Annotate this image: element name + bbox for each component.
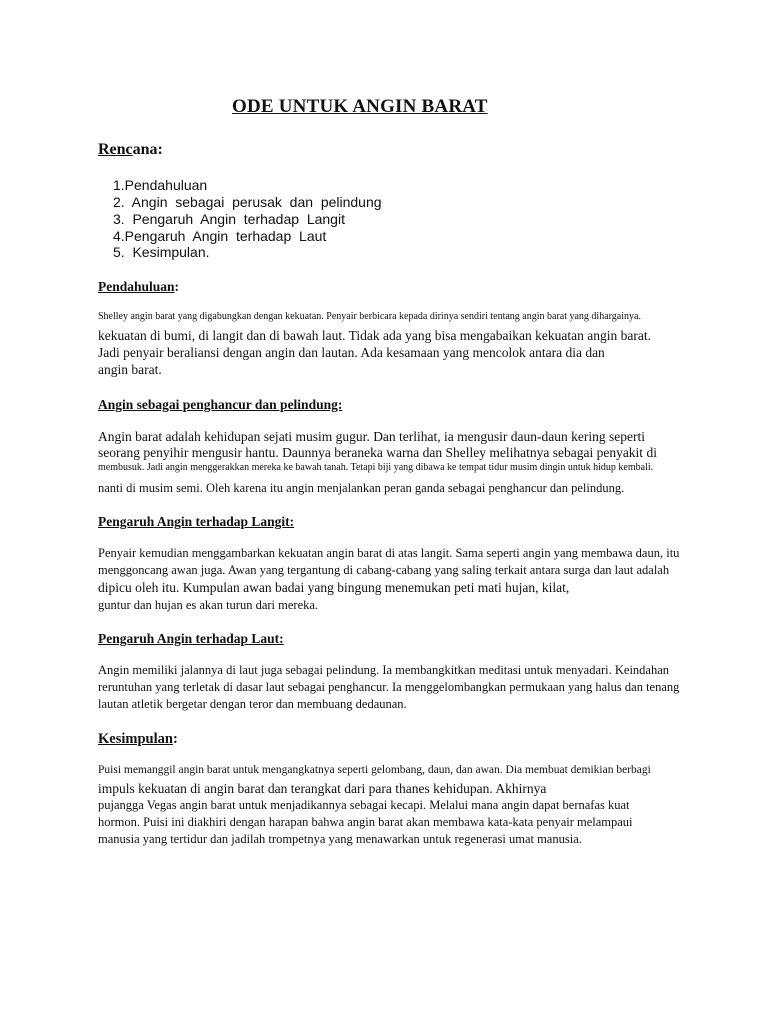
pendahuluan-heading	[98, 279, 179, 295]
penghancur-line: Angin barat adalah kehidupan sejati musim gugur. Dan terlihat, ia mengusir daun-daun kering seperti	[98, 429, 645, 444]
plan-item: 3. Pengaruh Angin terhadap Langit	[113, 211, 345, 227]
plan-item: 2. Angin sebagai perusak dan pelindung	[113, 194, 382, 210]
pendahuluan-line: Jadi penyair beraliansi dengan angin dan lautan. Ada kesamaan yang mencolok antara dia dan	[98, 345, 605, 360]
pendahuluan-line: kekuatan di bumi, di langit dan di bawah laut. Tidak ada yang bisa mengabaikan kekuatan angin barat.	[98, 328, 651, 343]
plan-item: 1.Pendahuluan	[113, 177, 208, 193]
laut-heading: Pengaruh Angin terhadap Laut:	[98, 631, 284, 646]
rencana-heading-rest: ana:	[132, 141, 163, 158]
kesimpulan-heading	[98, 731, 178, 748]
pendahuluan-heading-colon: :	[174, 279, 180, 294]
penghancur-line: nanti di musim semi. Oleh karena itu angin menjalankan peran ganda sebagai penghancur dan pelindung.	[98, 481, 625, 495]
kesimpulan-heading-colon: :	[172, 731, 178, 747]
laut-line: reruntuhan yang terletak di dasar laut sebagai penghancur. Ia menggelombangkan permukaan yang halus dan tenang	[98, 680, 680, 694]
kesimpulan-line: pujangga Vegas angin barat untuk menjadikannya sebagai kecapi. Melalui mana angin dapat bernafas kuat	[98, 798, 630, 812]
rencana-heading-underlined: Renc	[98, 141, 133, 158]
rencana-heading	[98, 141, 163, 159]
langit-heading: Pengaruh Angin terhadap Langit:	[98, 514, 295, 529]
langit-line: menggoncang awan juga. Awan yang tergantung di cabang-cabang yang saling terkait antara surga dan laut adalah	[98, 563, 670, 577]
pendahuluan-heading-text: Pendahuluan	[98, 279, 175, 294]
penghancur-line: membusuk. Jadi angin menggerakkan mereka ke bawah tanah. Tetapi biji yang dibawa ke tempat tidur musim dingin untuk hidup kembali.	[98, 462, 654, 473]
plan-item: 4.Pengaruh Angin terhadap Laut	[113, 228, 327, 244]
kesimpulan-line: Puisi memanggil angin barat untuk mengangkatnya seperti gelombang, daun, dan awan. Dia membuat demikian berbagi	[98, 764, 651, 776]
kesimpulan-line: impuls kekuatan di angin barat dan terangkat dari para thanes kehidupan. Akhirnya	[98, 781, 547, 796]
penghancur-line: seorang penyihir mengusir hantu. Daunnya beraneka warna dan Shelley melihatnya sebagai penyakit di	[98, 445, 657, 460]
pendahuluan-line: angin barat.	[98, 362, 162, 377]
laut-line: Angin memiliki jalannya di laut juga sebagai pelindung. Ia membangkitkan meditasi untuk menyadari. Keindahan	[98, 663, 670, 677]
pendahuluan-line: Shelley angin barat yang digabungkan dengan kekuatan. Penyair berbicara kepada dirinya sendiri tentang angin barat yang dihargainya.	[98, 311, 641, 322]
document-title: ODE UNTUK ANGIN BARAT	[232, 96, 488, 117]
kesimpulan-line: hormon. Puisi ini diakhiri dengan harapan bahwa angin barat akan membawa kata-kata penyair melampaui	[98, 815, 633, 829]
laut-line: lautan atletik bergetar dengan teror dan membuang dedaunan.	[98, 697, 407, 711]
penghancur-heading: Angin sebagai penghancur dan pelindung:	[98, 397, 343, 412]
langit-line: dipicu oleh itu. Kumpulan awan badai yang bingung menemukan peti mati hujan, kilat,	[98, 580, 570, 595]
kesimpulan-heading-text: Kesimpulan	[98, 731, 173, 747]
langit-line: Penyair kemudian menggambarkan kekuatan angin barat di atas langit. Sama seperti angin yang membawa daun, itu	[98, 546, 680, 560]
langit-line: guntur dan hujan es akan turun dari mereka.	[98, 598, 319, 612]
kesimpulan-line: manusia yang tertidur dan jadilah trompetnya yang menawarkan untuk regenerasi umat manusia.	[98, 832, 582, 846]
plan-item: 5. Kesimpulan.	[113, 244, 210, 260]
